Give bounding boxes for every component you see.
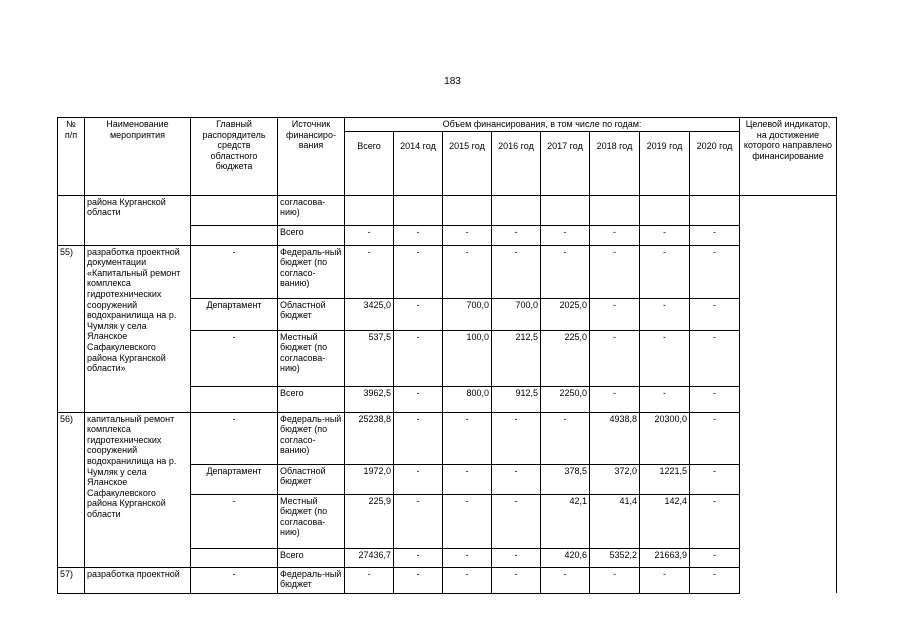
cell-value: - [443,225,492,245]
table-row [58,412,837,464]
cell-value: - [443,548,492,567]
cell-value: 378,5 [541,464,590,494]
cell-manager: - [191,330,278,386]
cell-number: 56) [58,412,85,567]
cell-value [443,195,492,225]
cell-indicator [740,195,837,225]
cell-manager [191,548,278,567]
cell-source: Местный бюджет (по согласова-нию) [278,330,345,386]
cell-value: 3425,0 [345,298,394,330]
header-year: 2016 год [492,131,541,195]
cell-value: 420,6 [541,548,590,567]
cell-value: - [443,464,492,494]
cell-manager: Департамент [191,298,278,330]
cell-value: - [394,245,443,298]
cell-value: - [394,464,443,494]
cell-manager: Департамент [191,464,278,494]
cell-value: 225,9 [345,494,394,548]
cell-value: - [640,225,690,245]
cell-value: 41,4 [590,494,640,548]
cell-indicator [740,330,837,386]
cell-value: - [443,494,492,548]
cell-indicator [740,548,837,567]
cell-value: - [690,330,740,386]
cell-value: - [345,245,394,298]
cell-value: - [394,330,443,386]
header-year: 2020 год [690,131,740,195]
cell-indicator [740,494,837,548]
cell-indicator [740,386,837,412]
cell-value: - [443,412,492,464]
cell-name: разработка проектной [85,567,191,593]
cell-value: - [345,567,394,593]
cell-name: разработка проектной документации «Капитальный ремонт комплекса гидротехнических сооружений водохранилища на р. Чумляк у села Яланское Сафакулевского района Курганской области» [85,245,191,412]
cell-value: - [590,225,640,245]
cell-value: 20300,0 [640,412,690,464]
cell-value: - [541,225,590,245]
cell-value: - [690,464,740,494]
cell-name: района Курганской области [85,195,191,245]
cell-value: 1221,5 [640,464,690,494]
cell-value: - [345,225,394,245]
cell-indicator [740,245,837,298]
header-year: 2017 год [541,131,590,195]
cell-value: 5352,2 [590,548,640,567]
cell-value: - [541,567,590,593]
cell-value [541,195,590,225]
cell-number: 55) [58,245,85,412]
cell-indicator [740,412,837,464]
cell-number [58,195,85,245]
cell-value [492,195,541,225]
cell-value: 225,0 [541,330,590,386]
cell-manager: - [191,567,278,593]
cell-source: согласова-нию) [278,195,345,225]
financing-table [57,117,837,594]
cell-value: 2250,0 [541,386,590,412]
cell-value: - [394,298,443,330]
cell-value: 3962,5 [345,386,394,412]
cell-value: - [690,412,740,464]
cell-value: 21663,9 [640,548,690,567]
header-year: 2019 год [640,131,690,195]
cell-value: - [690,494,740,548]
cell-value: - [590,386,640,412]
header-year: 2014 год [394,131,443,195]
cell-manager [191,225,278,245]
cell-value: 700,0 [492,298,541,330]
cell-value: - [443,567,492,593]
cell-value: - [640,298,690,330]
cell-value: - [690,548,740,567]
cell-value: 372,0 [590,464,640,494]
cell-manager [191,386,278,412]
cell-value: 212,5 [492,330,541,386]
cell-value: - [690,298,740,330]
cell-value: - [541,412,590,464]
cell-value: 537,5 [345,330,394,386]
cell-value: 1972,0 [345,464,394,494]
cell-source: Областной бюджет [278,464,345,494]
cell-value: - [492,548,541,567]
cell-value: - [590,245,640,298]
header-number: № п/п [58,118,85,196]
cell-value [345,195,394,225]
cell-value: - [590,298,640,330]
cell-manager: - [191,494,278,548]
cell-value: 912,5 [492,386,541,412]
cell-value: - [640,386,690,412]
cell-value: - [590,567,640,593]
cell-value: - [443,245,492,298]
cell-value: - [492,245,541,298]
cell-value: - [492,464,541,494]
cell-value [690,195,740,225]
cell-value: - [492,412,541,464]
cell-value: - [492,494,541,548]
cell-value: 800,0 [443,386,492,412]
cell-value: 42,1 [541,494,590,548]
cell-value: - [541,245,590,298]
cell-value: 2025,0 [541,298,590,330]
cell-value: - [590,330,640,386]
cell-source: Всего [278,225,345,245]
cell-value: 25238,8 [345,412,394,464]
header-year: 2015 год [443,131,492,195]
cell-value: - [640,245,690,298]
cell-value: - [492,225,541,245]
cell-value: - [394,548,443,567]
header-manager: Главный распорядитель средств областного бюджета [191,118,278,196]
cell-value: - [690,225,740,245]
table-row [58,195,837,225]
cell-value: - [640,567,690,593]
header-indicator: Целевой индикатор, на достижение которого направлено финансирование [740,118,837,196]
header-year: 2018 год [590,131,640,195]
cell-indicator [740,464,837,494]
cell-source: Федераль-ный бюджет (по согласо-ванию) [278,245,345,298]
cell-indicator [740,567,837,593]
cell-manager: - [191,412,278,464]
cell-value: - [690,386,740,412]
cell-name: капитальный ремонт комплекса гидротехнических сооружений водохранилища на р. Чумляк у села Яланское Сафакулевского района Курганской области [85,412,191,567]
cell-value: 4938,8 [590,412,640,464]
header-row-1 [58,118,837,132]
cell-source: Областной бюджет [278,298,345,330]
cell-value: 700,0 [443,298,492,330]
page-number: 183 [444,76,461,87]
cell-value: - [690,567,740,593]
cell-indicator [740,225,837,245]
cell-value [640,195,690,225]
cell-source: Местный бюджет (по согласова-нию) [278,494,345,548]
cell-value: - [492,567,541,593]
cell-manager: - [191,245,278,298]
cell-source: Всего [278,386,345,412]
header-source: Источник финансиро-вания [278,118,345,196]
cell-value [394,195,443,225]
cell-value: - [394,494,443,548]
cell-manager [191,195,278,225]
cell-value: - [394,412,443,464]
cell-value: - [394,386,443,412]
header-total: Всего [345,131,394,195]
cell-value: - [640,330,690,386]
header-name: Наименование мероприятия [85,118,191,196]
cell-value: - [394,225,443,245]
cell-value: 100,0 [443,330,492,386]
table-row [58,245,837,298]
header-volume: Объем финансирования, в том числе по годам: [345,118,740,132]
cell-indicator [740,298,837,330]
cell-value: - [690,245,740,298]
cell-value: 27436,7 [345,548,394,567]
cell-number: 57) [58,567,85,593]
cell-source: Федераль-ный бюджет [278,567,345,593]
cell-value: 142,4 [640,494,690,548]
table-row [58,567,837,593]
cell-source: Федераль-ный бюджет (по согласо-ванию) [278,412,345,464]
cell-value: - [394,567,443,593]
cell-value [590,195,640,225]
cell-source: Всего [278,548,345,567]
